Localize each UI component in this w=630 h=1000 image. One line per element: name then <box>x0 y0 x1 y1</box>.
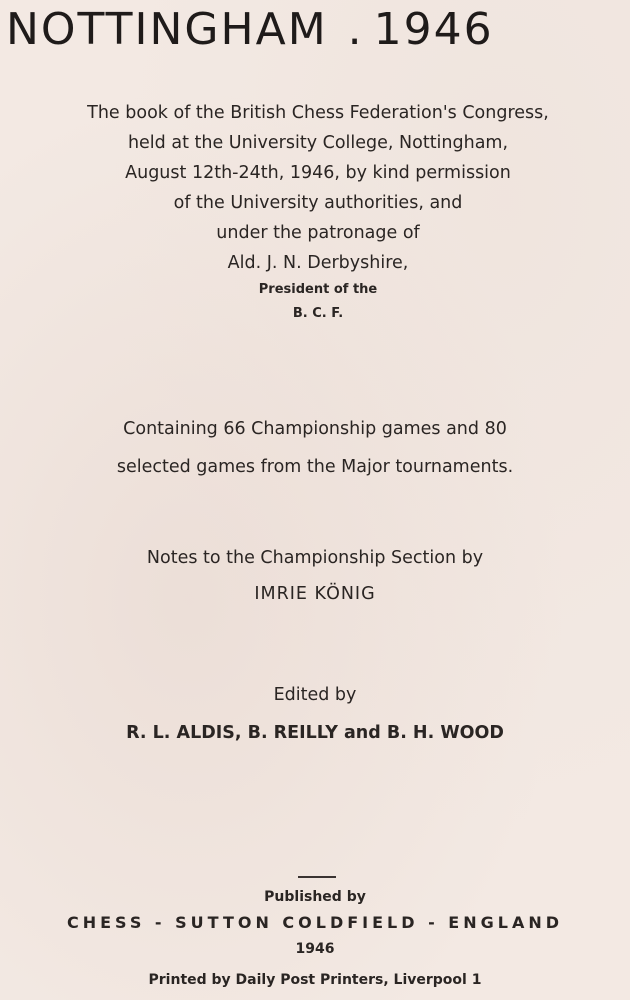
intro-line: of the University authorities, and <box>173 193 463 213</box>
notes-author: IMRIE KÖNIG <box>254 584 376 604</box>
contents-line: selected games from the Major tournaments. <box>116 457 514 477</box>
intro-line: held at the University College, Nottingham, <box>127 133 509 153</box>
intro-line: August 12th-24th, 1946, by kind permission <box>125 163 511 183</box>
organization-line: B. C. F. <box>292 306 344 321</box>
published-label: Published by <box>264 889 366 905</box>
editors-names: R. L. ALDIS, B. REILLY and B. H. WOOD <box>126 723 504 743</box>
president-line: President of the <box>258 282 378 297</box>
divider <box>298 876 336 878</box>
publisher-place: CHESS - SUTTON COLDFIELD - ENGLAND <box>66 913 564 932</box>
contents-summary <box>0 410 630 486</box>
edited-label: Edited by <box>273 685 357 705</box>
intro-line: Ald. J. N. Derbyshire, <box>227 253 409 273</box>
editors-credit <box>0 676 630 752</box>
notes-credit <box>0 540 630 612</box>
intro-line: under the patronage of <box>216 223 420 243</box>
publication-year: 1946 <box>295 941 335 957</box>
notes-line: Notes to the Championship Section by <box>146 548 484 568</box>
printer-line: Printed by Daily Post Printers, Liverpool 1 <box>148 972 482 988</box>
title-city: NOTTINGHAM <box>6 4 328 55</box>
page-title <box>6 4 626 56</box>
title-separator: . <box>347 4 364 55</box>
intro-line: The book of the British Chess Federation's Congress, <box>87 103 549 123</box>
intro-paragraph <box>8 98 628 326</box>
publisher-block <box>0 884 630 998</box>
title-year: 1946 <box>373 4 494 55</box>
contents-line: Containing 66 Championship games and 80 <box>123 419 507 439</box>
